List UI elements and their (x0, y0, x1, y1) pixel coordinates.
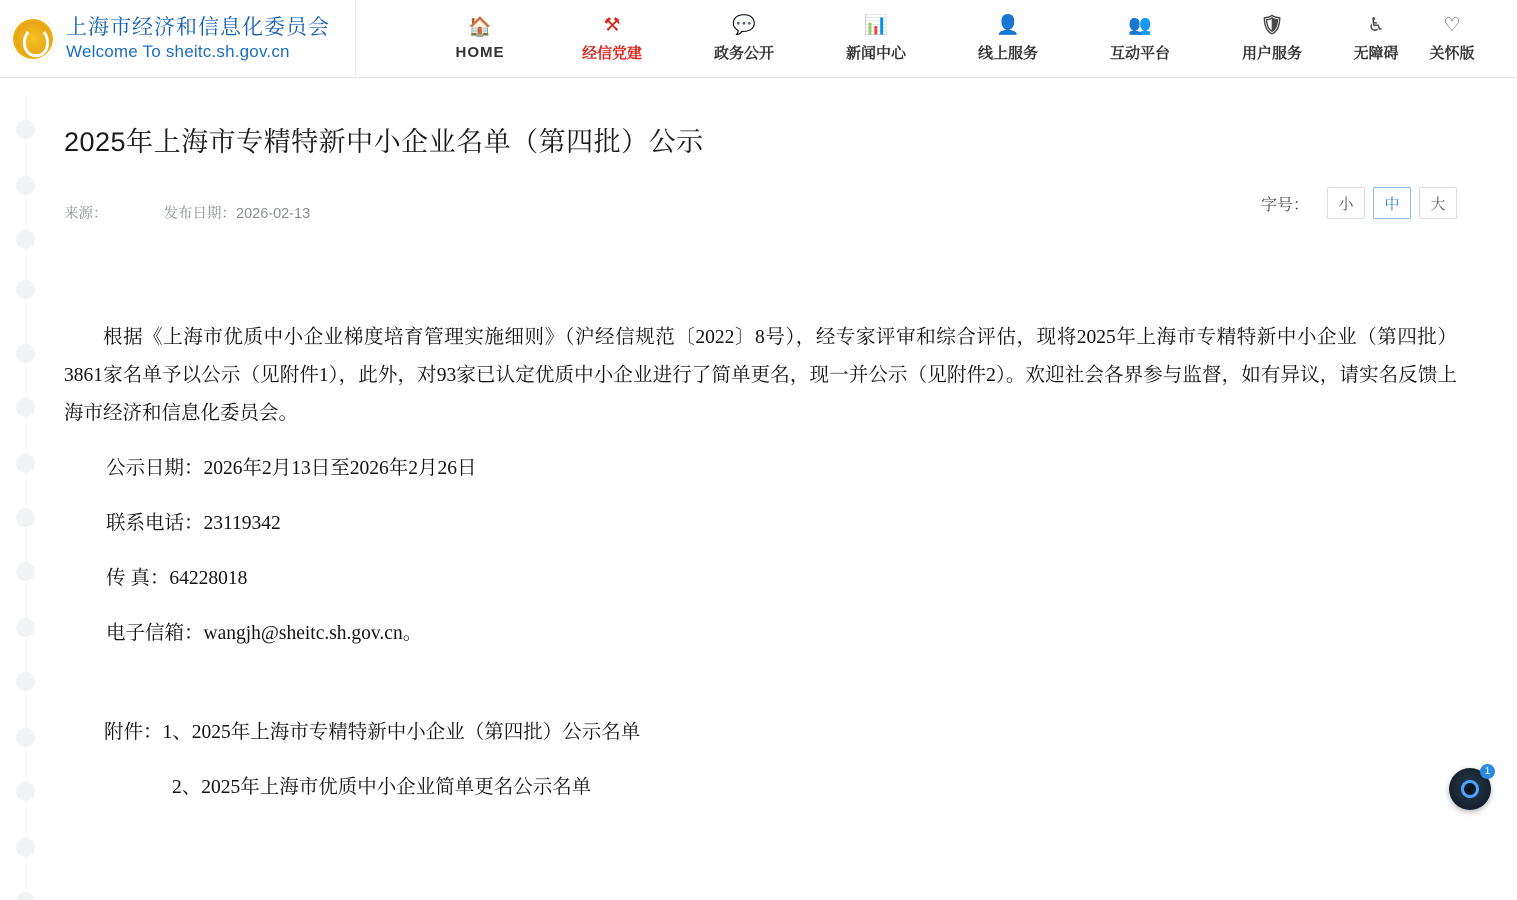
speech-bubble-icon: 💬 (732, 14, 756, 36)
nav-label-news-center: 新闻中心 (845, 44, 906, 62)
font-size-medium-button[interactable]: 中 (1373, 187, 1411, 219)
nav-item-care-version[interactable] (1414, 0, 1490, 77)
home-icon: 🏠 (468, 16, 492, 38)
attachment-link-2[interactable]: 2、2025年上海市优质中小企业简单更名公示名单 (172, 777, 592, 799)
party-emblem-icon: ⚒ (603, 14, 621, 36)
nav-item-interaction-platform[interactable] (1074, 0, 1206, 77)
page-title: 2025年上海市专精特新中小企业名单（第四批）公示 (64, 127, 704, 158)
nav-label-interaction-platform: 互动平台 (1109, 44, 1170, 62)
customer-service-orb[interactable] (1449, 768, 1491, 810)
interaction-icon: 👥 (1128, 14, 1152, 36)
nav-label-accessibility: 无障碍 (1353, 44, 1399, 62)
publish-date: 发布日期：2026-02-13 (163, 205, 311, 222)
nav-item-government-affairs[interactable] (678, 0, 810, 77)
nav-item-online-service[interactable] (942, 0, 1074, 77)
font-size-label: 字号： (1260, 196, 1309, 214)
shanghai-emblem-icon (10, 16, 56, 62)
nav-label-care-version: 关怀版 (1429, 44, 1475, 62)
user-service-icon: 👤 (996, 14, 1020, 36)
article-body (64, 319, 1457, 807)
nav-label-home: HOME (455, 43, 505, 61)
contact-fax: 传 真：64228018 (106, 568, 248, 590)
logo-text (66, 15, 330, 63)
site-logo[interactable] (0, 0, 356, 77)
nav-label-government-affairs: 政务公开 (713, 44, 774, 62)
font-size-large-button[interactable]: 大 (1419, 187, 1457, 219)
logo-title-en: Welcome To sheitc.sh.gov.cn (66, 42, 290, 61)
shield-icon: 🛡 (1259, 14, 1285, 36)
orb-ring-icon (1461, 780, 1479, 798)
news-icon: 📊 (864, 14, 888, 36)
nav-item-accessibility[interactable] (1338, 0, 1414, 77)
article-page (0, 96, 1517, 900)
article-content (0, 96, 1517, 807)
content-spacer (64, 670, 1457, 714)
notification-badge: 1 (1480, 764, 1495, 779)
nav-item-user-service[interactable] (1206, 0, 1338, 77)
nav-label-online-service: 线上服务 (977, 44, 1038, 62)
logo-title-cn: 上海市经济和信息化委员会 (66, 15, 330, 39)
accessibility-icon: ♿ (1367, 14, 1385, 36)
nav-item-home[interactable] (414, 0, 546, 77)
nav-label-user-service: 用户服务 (1241, 44, 1302, 62)
contact-email: 电子信箱：wangjh@sheitc.sh.gov.cn。 (106, 623, 423, 645)
site-header (0, 0, 1517, 78)
article-paragraph-main: 根据《上海市优质中小企业梯度培育管理实施细则》（沪经信规范〔2022〕8号），经专家评审和综合评估，现将2025年上海市专精特新中小企业（第四批）3861家名单予以公示（见附件1），此外，对93家已认定优质中小企业进行了简单更名，现一并公示（见附件2）。欢迎社会各界参与监督，如有异议，请实名反馈上海市经济和信息化委员会。 (64, 327, 1457, 425)
source-label: 来源： (64, 205, 108, 222)
publicity-period: 公示日期：2026年2月13日至2026年2月26日 (106, 458, 477, 480)
contact-phone: 联系电话：23119342 (106, 513, 281, 535)
font-size-small-button[interactable]: 小 (1327, 187, 1365, 219)
font-size-control (1261, 187, 1457, 219)
heart-icon: ♡ (1443, 14, 1461, 36)
main-navigation (356, 0, 1517, 77)
article-meta (64, 195, 1457, 223)
nav-item-party-building[interactable] (546, 0, 678, 77)
attachment-link-1[interactable]: 附件：1、2025年上海市专精特新中小企业（第四批）公示名单 (104, 722, 641, 744)
nav-item-news-center[interactable] (810, 0, 942, 77)
nav-label-party-building: 经信党建 (581, 44, 642, 62)
